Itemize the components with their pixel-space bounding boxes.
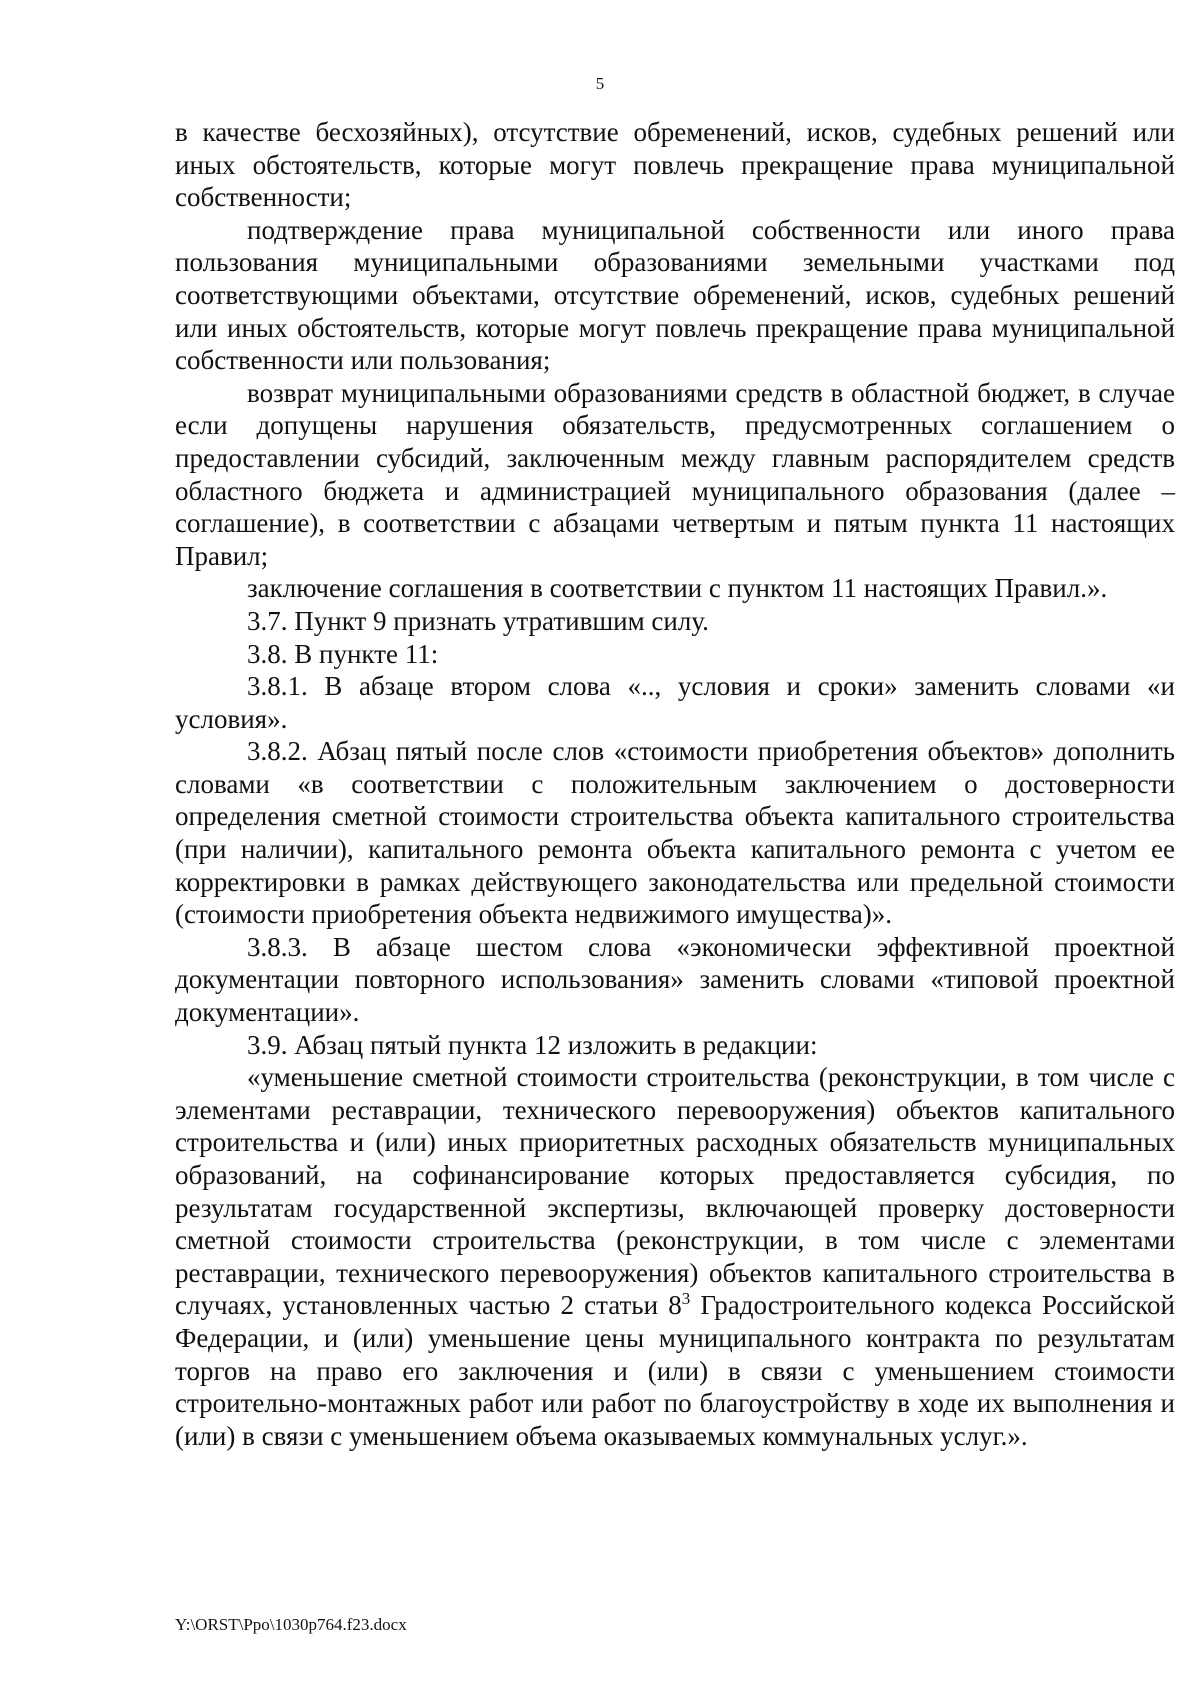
paragraph-budget-return: возврат муниципальными образованиями средств в областной бюджет, в случае если допущены нарушения обязательств, предусмотренных соглашением о предоставлении субсидий, заключенным между главным распорядителем средств областного бюджета и администрацией муниципального образования (далее – соглашение), в соответствии с абзацами четвертым и пятым пункта 11 настоящих Правил; [175, 377, 1175, 571]
paragraph-item-3-8-3: 3.8.3. В абзаце шестом слова «экономически эффективной проектной документации повторного использования» заменить словами «типовой проектной документации». [175, 931, 1175, 1028]
cost-reduction-text-end: Градостроительного кодекса Российской Федерации, и (или) уменьшение цены муниципального контракта по результатам торгов на право его заключения и (или) в связи с уменьшением стоимости строительно-монтажных работ или работ по благоустройству в ходе их выполнения и (или) в связи с уменьшением объема оказываемых коммунальных услуг.». [175, 1290, 1176, 1451]
cost-reduction-text-start: «уменьшение сметной стоимости строительства (реконструкции, в том числе с элементами реставрации, технического перевооружения) объектов капитального строительства и (или) иных приоритетных расходных обязательств муниципальных образований, на софинансирование которых предоставляется субсидия, по результатам государственной экспертизы, включающей проверку достоверности сметной стоимости строительства (реконструкции, в том числе с элементами реставрации, технического перевооружения) объектов капитального строительства в случаях, установленных частью 2 статьи 8 [175, 1062, 1175, 1321]
document-body [175, 116, 1175, 1452]
paragraph-item-3-9: 3.9. Абзац пятый пункта 12 изложить в редакции: [247, 1029, 818, 1060]
page-number: 5 [595, 74, 605, 93]
footer-file-path: Y:\ORST\Ppo\1030p764.f23.docx [175, 1615, 407, 1634]
paragraph-item-3-8: 3.8. В пункте 11: [247, 638, 439, 669]
paragraph-item-3-8-2: 3.8.2. Абзац пятый после слов «стоимости приобретения объектов» дополнить словами «в соответствии с положительным заключением о достоверности определения сметной стоимости строительства объекта капитального строительства (при наличии), капитального ремонта объекта капитального ремонта с учетом ее корректировки в рамках действующего законодательства или предельной стоимости (стоимости приобретения объекта недвижимого имущества)». [175, 736, 1175, 930]
paragraph-item-3-7: 3.7. Пункт 9 признать утратившим силу. [247, 605, 709, 636]
paragraph-agreement-conclusion: заключение соглашения в соответствии с пунктом 11 настоящих Правил.». [247, 573, 1108, 604]
paragraph-property-rights-continuation: в качестве бесхозяйных), отсутствие обременений, исков, судебных решений или иных обстоятельств, которые могут повлечь прекращение права муниципальной собственности; [175, 117, 1175, 213]
paragraph-land-use-rights: подтверждение права муниципальной собственности или иного права пользования муниципальными образованиями земельными участками под соответствующими объектами, отсутствие обременений, исков, судебных решений или иных обстоятельств, которые могут повлечь прекращение права муниципальной собственности или пользования; [175, 214, 1175, 376]
article-superscript: 3 [681, 1289, 691, 1309]
paragraph-item-3-8-1: 3.8.1. В абзаце втором слова «.., условия и сроки» заменить словами «и условия». [175, 671, 1175, 734]
paragraph-cost-reduction [175, 1061, 1175, 1452]
